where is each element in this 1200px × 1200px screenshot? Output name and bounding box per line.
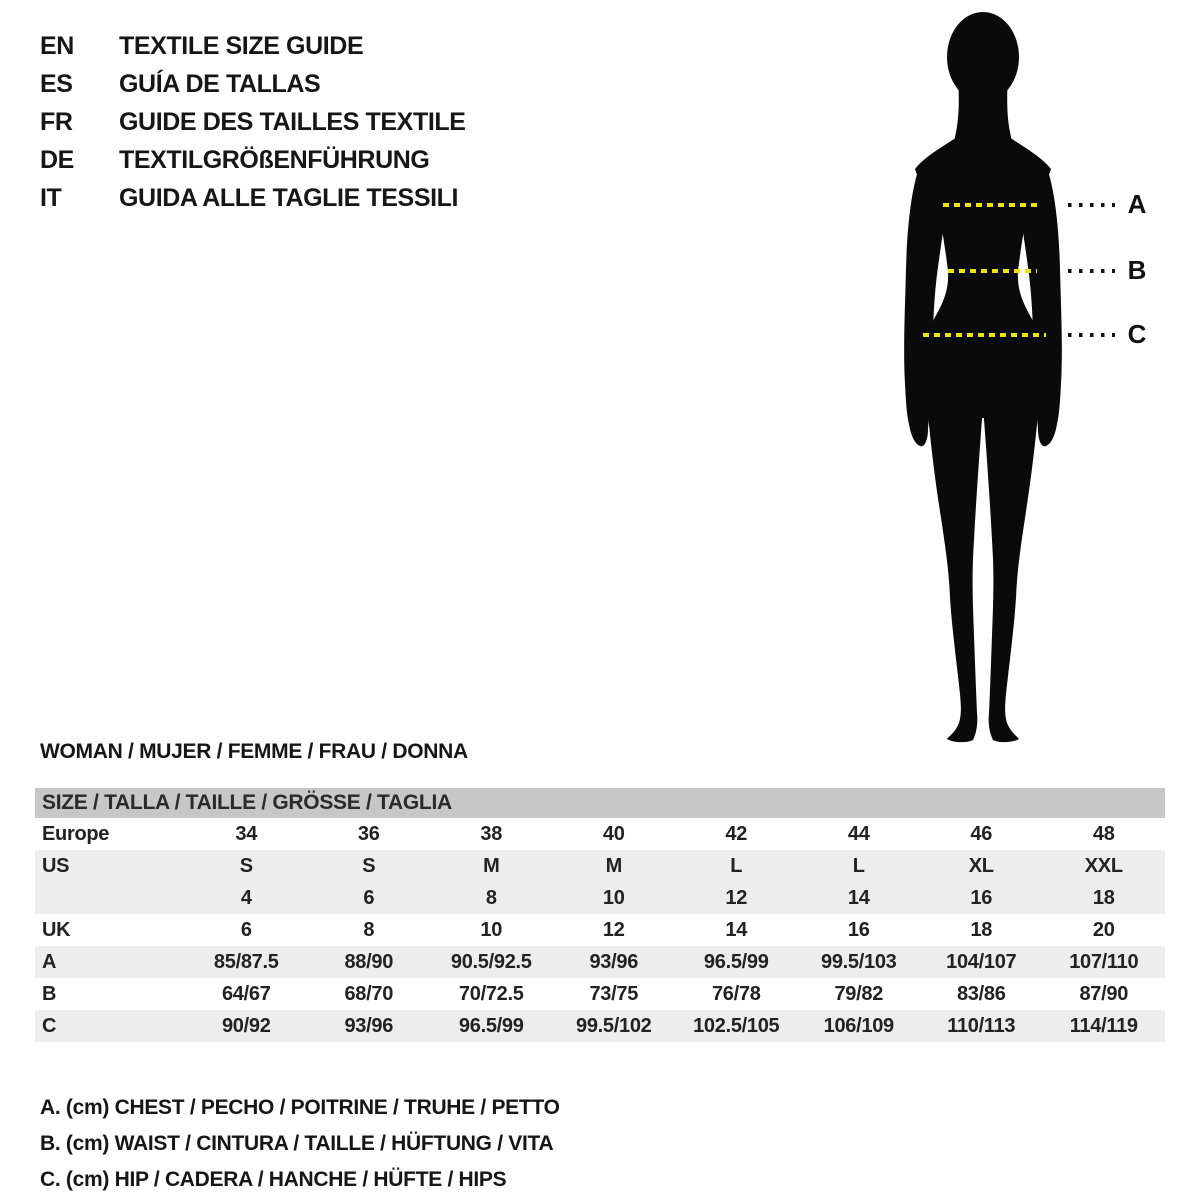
measure-label-b: B [1127, 255, 1147, 285]
size-cell: 40 [602, 822, 625, 845]
size-cell: 64/67 [221, 982, 271, 1005]
legend-chest: A. (cm) CHEST / PECHO / POITRINE / TRUHE / PETTO [40, 1096, 560, 1119]
size-cell: 42 [725, 822, 748, 845]
table-row-us-letters [35, 850, 1165, 882]
size-cell: 14 [847, 886, 870, 909]
measurement-figure [870, 5, 1200, 750]
size-cell: 46 [970, 822, 993, 845]
row-label: B [42, 982, 57, 1005]
size-cell: 12 [602, 918, 625, 941]
size-cell: 8 [485, 886, 497, 909]
size-cell: 99.5/102 [576, 1014, 652, 1037]
lang-code: FR [40, 107, 73, 136]
size-cell: 73/75 [589, 982, 639, 1005]
woman-silhouette-icon [870, 5, 1200, 750]
size-cell: 68/70 [344, 982, 394, 1005]
row-label: UK [42, 918, 71, 941]
table-row-chest-a [35, 946, 1165, 978]
size-cell: 16 [847, 918, 870, 941]
row-label: US [42, 854, 70, 877]
size-cell: S [239, 854, 253, 877]
size-cell: 96.5/99 [703, 950, 769, 973]
size-cell: XXL [1084, 854, 1123, 877]
size-cell: 36 [357, 822, 380, 845]
size-cell: 107/110 [1069, 950, 1139, 973]
size-cell: XL [968, 854, 994, 877]
size-cell: 8 [363, 918, 375, 941]
size-cell: 99.5/103 [821, 950, 897, 973]
language-title-list [40, 27, 466, 217]
lang-row-fr [40, 103, 466, 141]
lang-title: TEXTILGRÖßENFÜHRUNG [119, 145, 430, 174]
size-cell: 85/87.5 [213, 950, 279, 973]
measure-leader-lines [1068, 205, 1115, 335]
size-cell: 104/107 [946, 950, 1017, 973]
size-cell: 20 [1092, 918, 1115, 941]
lang-code: ES [40, 69, 73, 98]
lang-title: TEXTILE SIZE GUIDE [119, 31, 364, 60]
size-cell: 70/72.5 [458, 982, 524, 1005]
row-label: Europe [42, 822, 110, 845]
size-cell: 18 [1092, 886, 1115, 909]
size-cell: 102.5/105 [693, 1014, 780, 1037]
size-cell: 96.5/99 [458, 1014, 524, 1037]
lang-row-it [40, 179, 466, 217]
size-cell: 34 [235, 822, 258, 845]
legend-hip: C. (cm) HIP / CADERA / HANCHE / HÜFTE / HIPS [40, 1168, 507, 1191]
lang-row-de [40, 141, 466, 179]
size-cell: 114/119 [1069, 1014, 1138, 1037]
lang-code: EN [40, 31, 74, 60]
size-cell: 16 [970, 886, 993, 909]
lang-code: IT [40, 183, 62, 212]
size-cell: 76/78 [711, 982, 761, 1005]
size-cell: 48 [1092, 822, 1115, 845]
size-cell: 88/90 [344, 950, 394, 973]
size-cell: 10 [602, 886, 625, 909]
size-cell: 90/92 [221, 1014, 271, 1037]
size-table [35, 788, 1165, 1042]
size-cell: 106/109 [823, 1014, 894, 1037]
size-cell: 79/82 [834, 982, 884, 1005]
table-row-us-numbers [35, 882, 1165, 914]
lang-row-es [40, 65, 466, 103]
table-row-europe [35, 818, 1165, 850]
size-cell: 14 [725, 918, 748, 941]
section-title-woman: WOMAN / MUJER / FEMME / FRAU / DONNA [40, 740, 468, 763]
size-cell: 4 [240, 886, 252, 909]
row-label: A [42, 950, 57, 973]
table-row-hip-c [35, 1010, 1165, 1042]
size-cell: 110/113 [947, 1014, 1016, 1037]
lang-title: GUIDA ALLE TAGLIE TESSILI [119, 183, 459, 212]
size-cell: S [362, 854, 376, 877]
size-cell: 12 [725, 886, 748, 909]
lang-title: GUIDE DES TAILLES TEXTILE [119, 107, 466, 136]
size-cell: 90.5/92.5 [450, 950, 532, 973]
row-label: C [42, 1014, 57, 1037]
size-cell: L [730, 854, 743, 877]
size-cell: L [852, 854, 865, 877]
size-cell: 93/96 [589, 950, 639, 973]
lang-row-en [40, 27, 466, 65]
legend-waist: B. (cm) WAIST / CINTURA / TAILLE / HÜFTUNG / VITA [40, 1132, 554, 1155]
size-cell: 18 [970, 918, 993, 941]
size-table-header: SIZE / TALLA / TAILLE / GRÖSSE / TAGLIA [35, 788, 1165, 818]
size-cell: 93/96 [344, 1014, 394, 1037]
size-cell: 38 [480, 822, 503, 845]
size-cell: 6 [240, 918, 252, 941]
size-cell: 44 [847, 822, 870, 845]
lang-title: GUÍA DE TALLAS [119, 69, 321, 98]
size-cell: M [605, 854, 622, 877]
measurement-legend [40, 1090, 560, 1198]
size-cell: 6 [363, 886, 375, 909]
size-cell: 87/90 [1079, 982, 1129, 1005]
size-cell: 83/86 [956, 982, 1006, 1005]
size-cell: M [483, 854, 500, 877]
table-row-uk [35, 914, 1165, 946]
measure-label-a: A [1127, 189, 1147, 219]
measure-label-c: C [1127, 319, 1147, 349]
lang-code: DE [40, 145, 74, 174]
table-row-waist-b [35, 978, 1165, 1010]
size-cell: 10 [480, 918, 503, 941]
